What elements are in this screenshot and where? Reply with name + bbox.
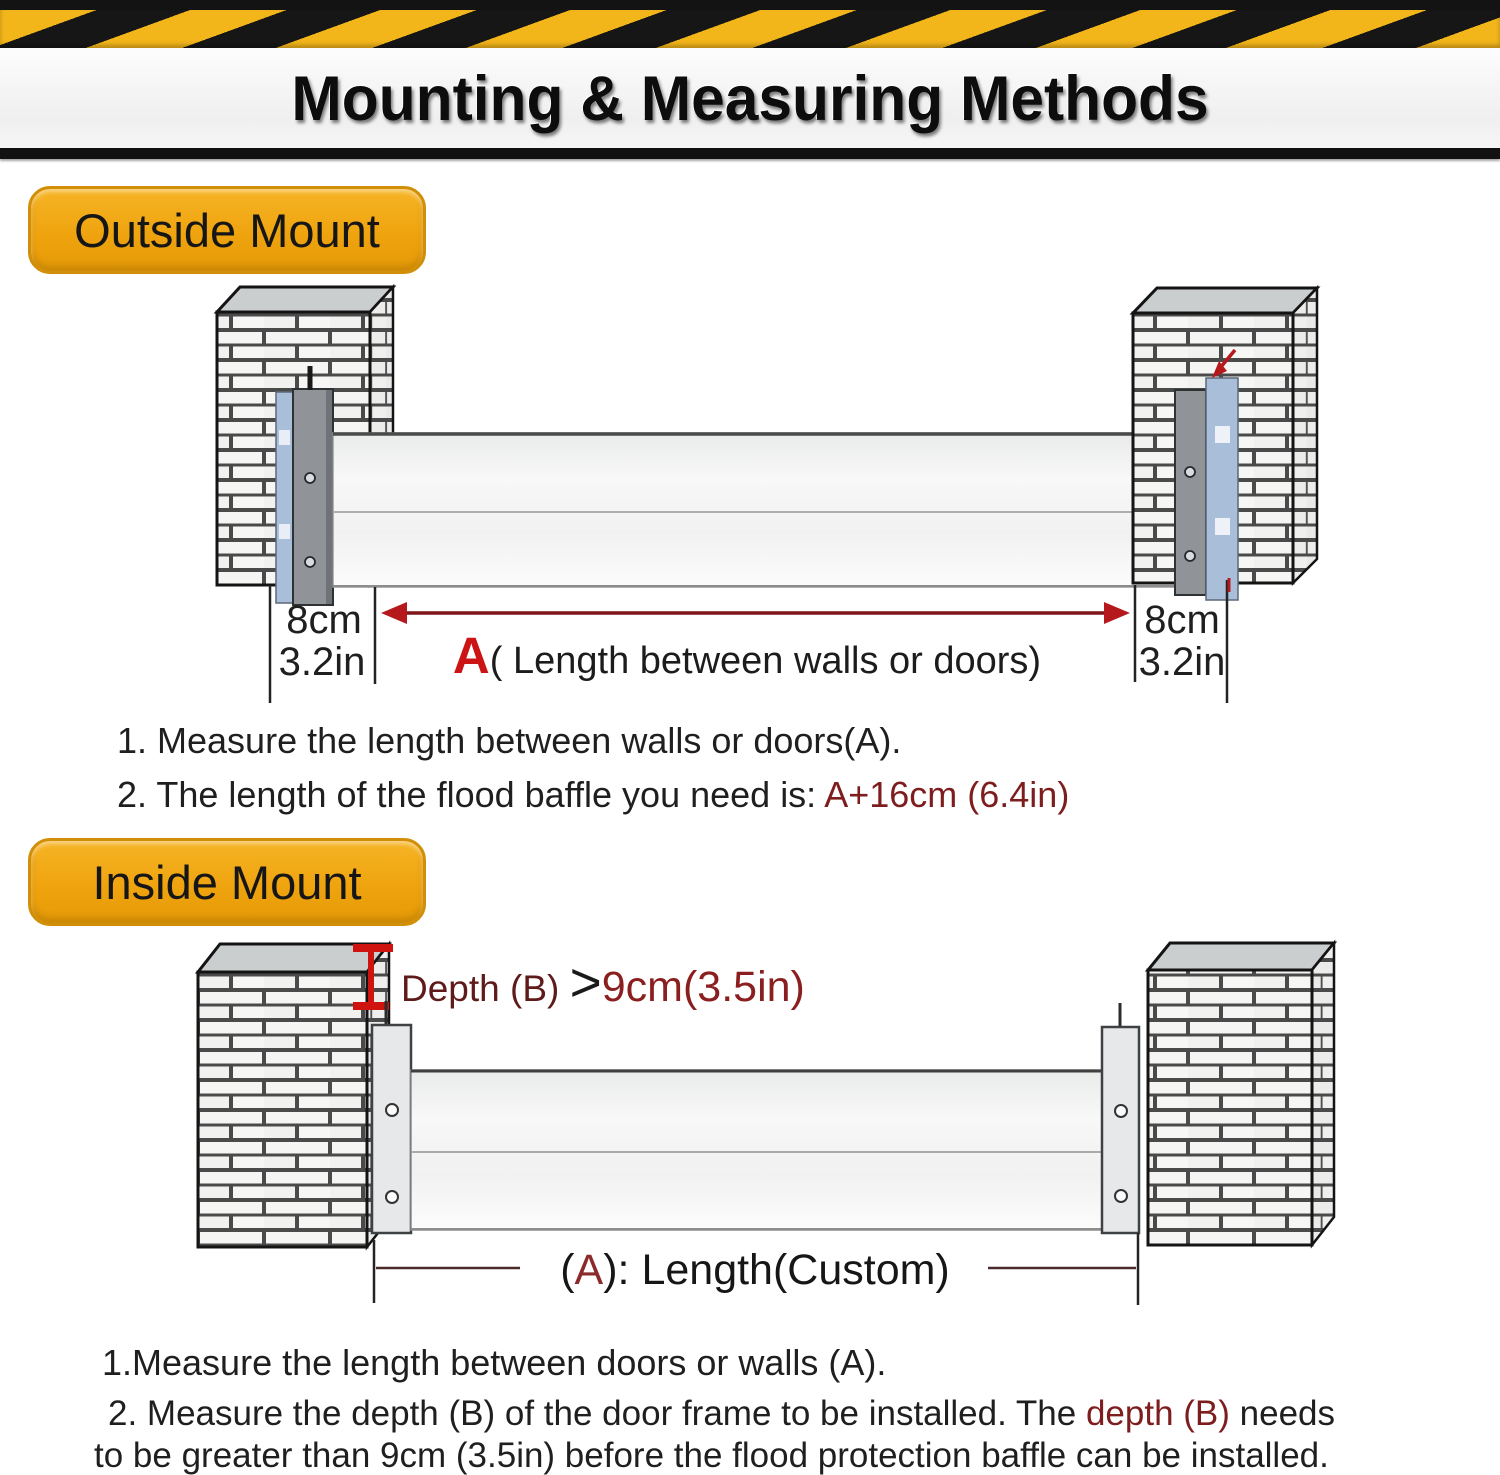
screw-hole: [1185, 467, 1195, 477]
custom-length-label: (A): Length(Custom): [560, 1246, 950, 1294]
length-formula: A+16cm (6.4in): [824, 774, 1070, 815]
hazard-stripe-band: [0, 10, 1500, 48]
top-black-bar: [0, 0, 1500, 10]
outside-step-1: 1. Measure the length between walls or doors(A).: [117, 720, 902, 761]
left-mounting-channel: [276, 366, 333, 605]
outside-mount-badge: Outside Mount: [28, 186, 426, 274]
outside-step-2: 2. The length of the flood baffle you need is: A+16cm (6.4in): [117, 774, 1070, 815]
dimension-a: A: [452, 627, 490, 684]
dimension-a: A: [574, 1246, 604, 1294]
screw-hole: [386, 1191, 398, 1203]
screw-hole: [386, 1104, 398, 1116]
right-mounting-channel: [1102, 1003, 1139, 1233]
inside-step-2-line-2: to be greater than 9cm (3.5in) before the flood protection baffle can be installed.: [94, 1436, 1329, 1475]
length-arrow: [381, 602, 1130, 624]
right-brick-pillar: [1148, 943, 1334, 1245]
length-between-walls-label: A( Length between walls or doors): [452, 627, 1042, 684]
right-width-cm: 8cm: [1144, 598, 1220, 642]
depth-requirement-label: Depth (B) >9cm(3.5in): [401, 951, 805, 1013]
inside-step-2: 2. Measure the depth (B) of the door frame to be installed. The depth (B) needs: [108, 1394, 1336, 1433]
depth-b-highlight: depth (B): [1085, 1394, 1230, 1433]
screw-hole: [1115, 1190, 1127, 1202]
greater-than-sign: >: [569, 951, 602, 1013]
right-width-in: 3.2in: [1138, 640, 1226, 684]
inside-mount-badge: Inside Mount: [28, 838, 426, 926]
left-width-in: 3.2in: [278, 640, 366, 684]
divider-black-bar: [0, 148, 1500, 159]
screw-hole: [305, 557, 315, 567]
page-title: Mounting & Measuring Methods: [291, 64, 1209, 134]
left-brick-pillar: [198, 944, 389, 1247]
left-width-cm: 8cm: [286, 598, 362, 642]
flood-barrier-panels: [411, 1070, 1102, 1230]
title-band: [0, 48, 1500, 148]
inside-step-1: 1.Measure the length between doors or walls (A).: [102, 1342, 887, 1383]
left-mounting-channel: [372, 1001, 411, 1233]
screw-hole: [1115, 1105, 1127, 1117]
flood-barrier-panels: [333, 433, 1175, 587]
screw-hole: [1185, 551, 1195, 561]
screw-hole: [305, 473, 315, 483]
